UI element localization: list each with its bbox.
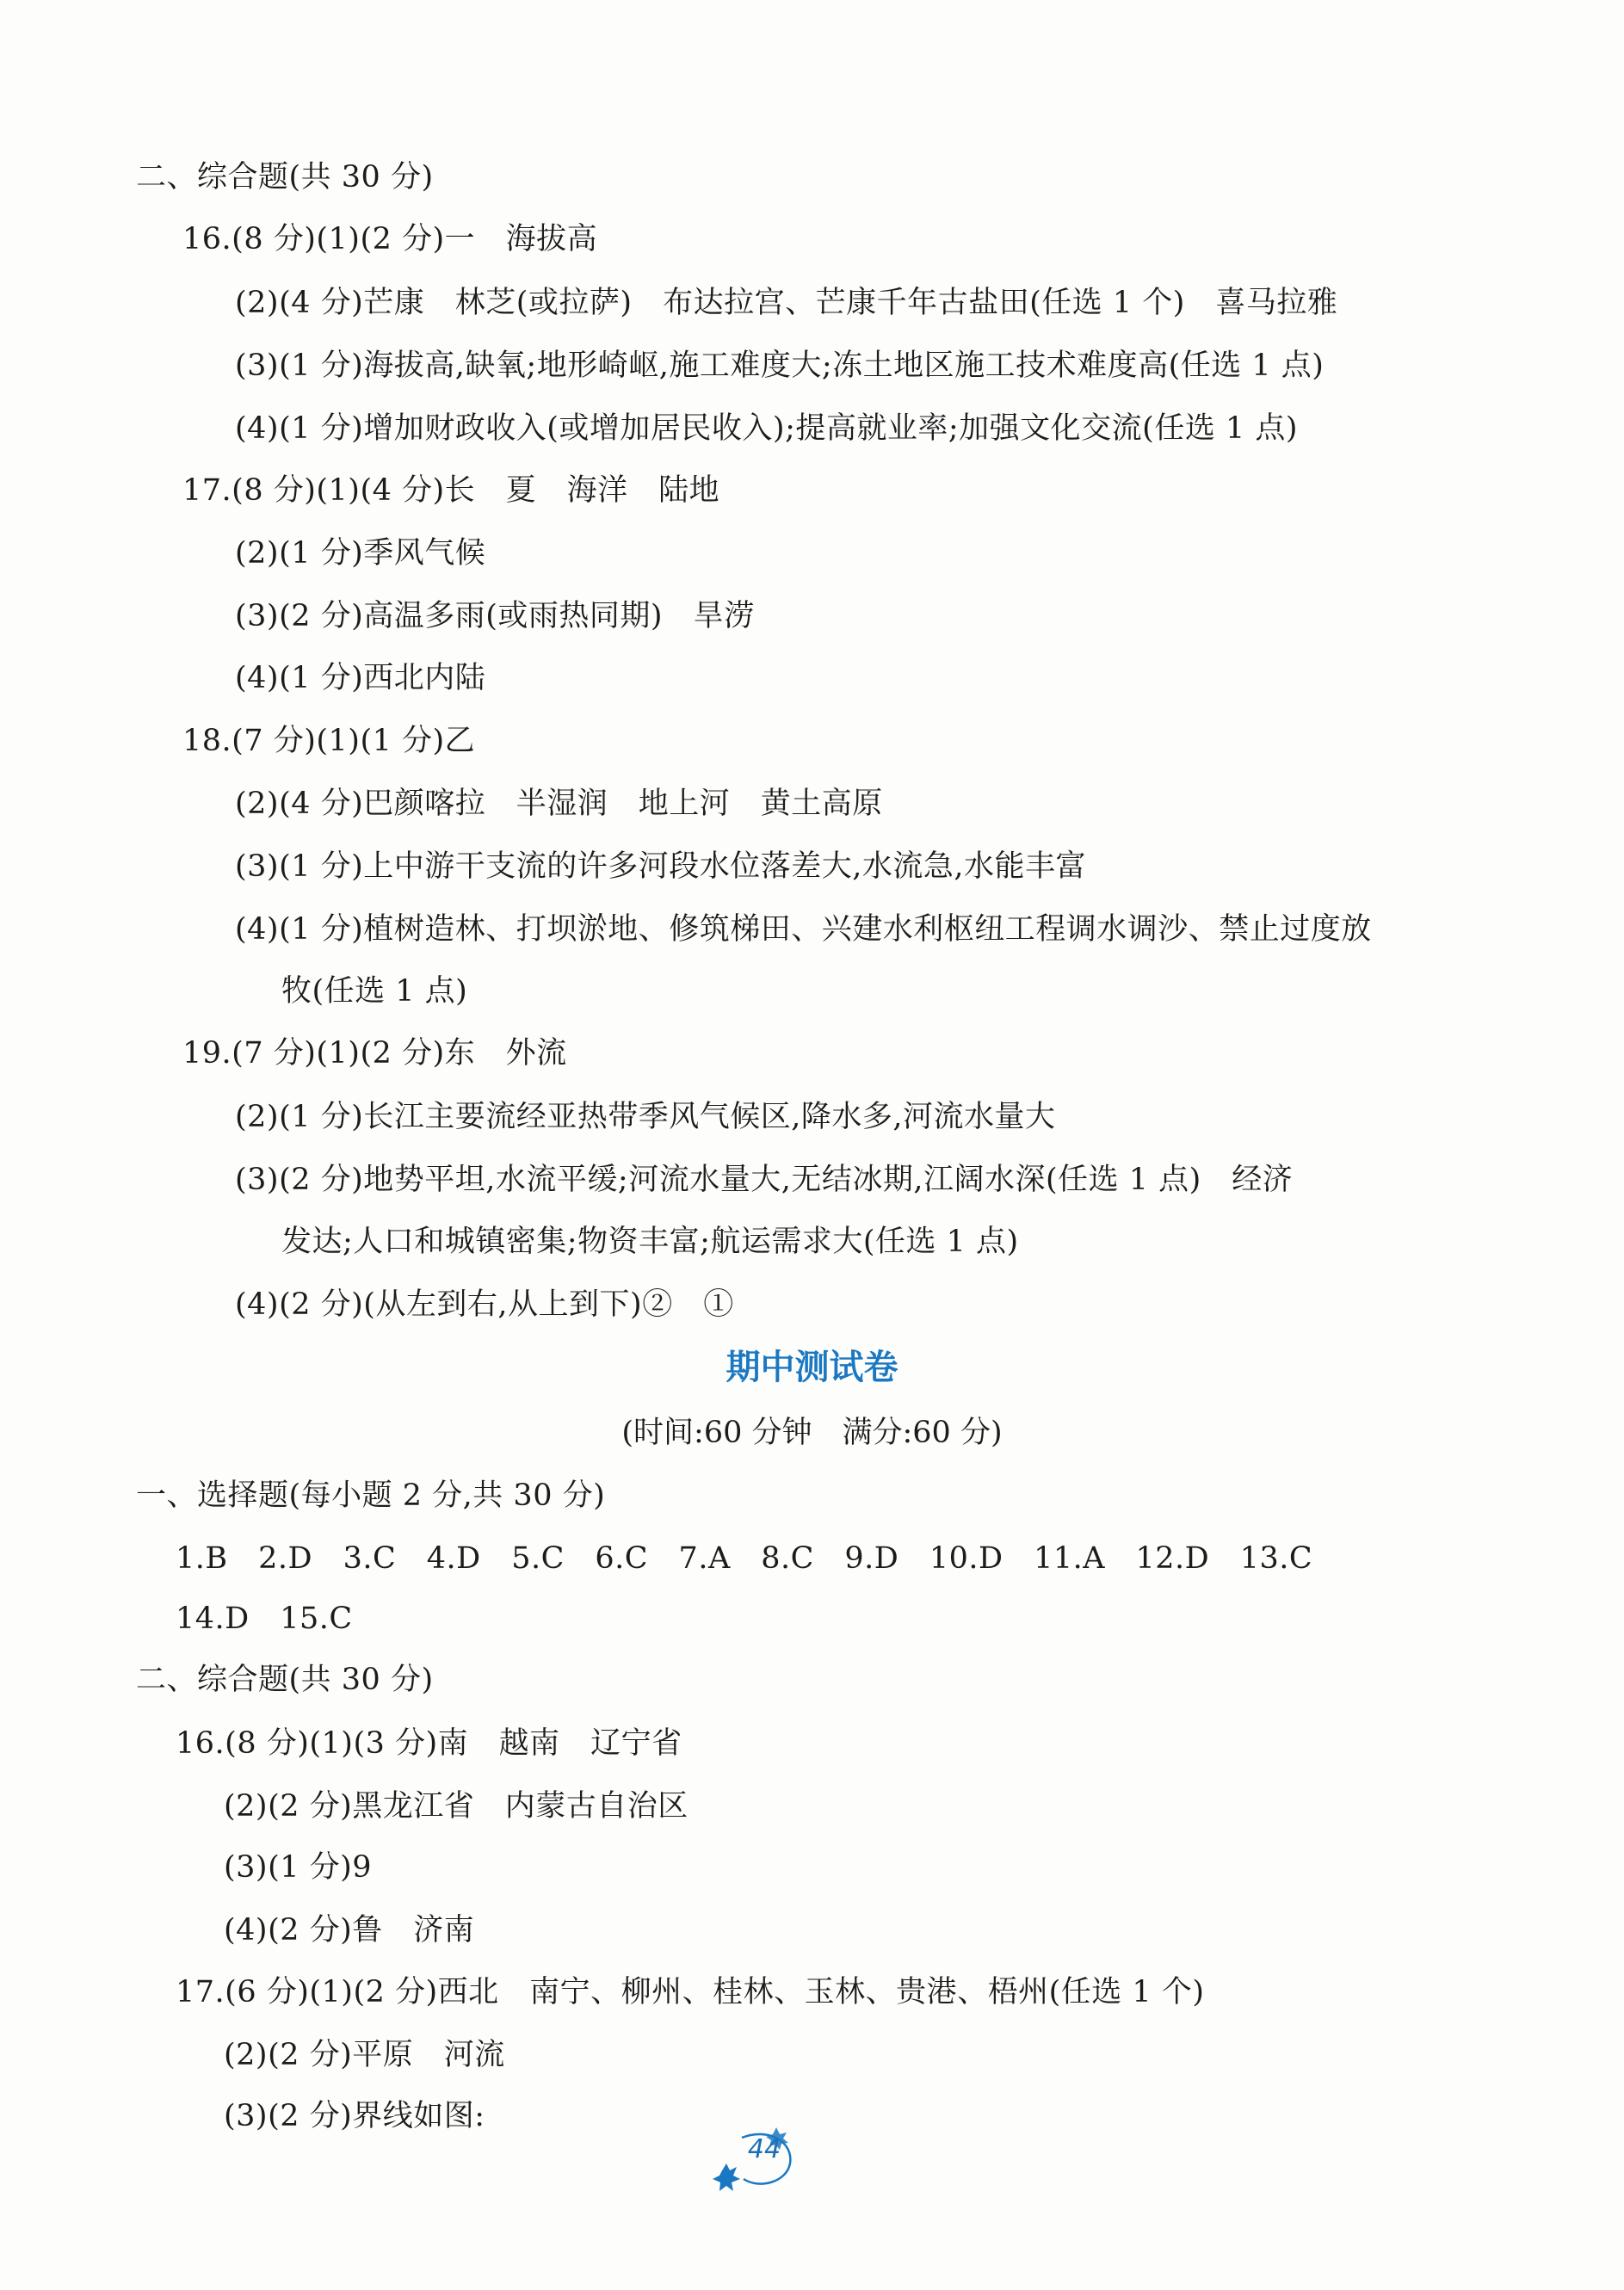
answer-line-continued: 发达;人口和城镇密集;物资丰富;航运需求大(任选 1 点) <box>281 1225 1019 1259</box>
page-number-badge <box>707 2126 802 2194</box>
answer-line: 17.(6 分)(1)(2 分)西北 南宁、柳州、桂林、玉林、贵港、梧州(任选 1 个) <box>176 1975 1205 2009</box>
answer-line: 16.(8 分)(1)(3 分)南 越南 辽宁省 <box>176 1726 682 1761</box>
answer-line: (2)(1 分)长江主要流经亚热带季风气候区,降水多,河流水量大 <box>235 1100 1056 1134</box>
answer-line: (3)(1 分)海拔高,缺氧;地形崎岖,施工难度大;冻土地区施工技术难度高(任选 1 点) <box>235 349 1325 383</box>
answer-line: (4)(1 分)西北内陆 <box>235 661 486 695</box>
answer-line: (4)(2 分)(从左到右,从上到下)② ① <box>235 1287 734 1322</box>
answer-line: 16.(8 分)(1)(2 分)一 海拔高 <box>182 222 598 256</box>
answer-line: (3)(2 分)地势平坦,水流平缓;河流水量大,无结冰期,江阔水深(任选 1 点) 经济 <box>235 1163 1294 1197</box>
answer-line: 19.(7 分)(1)(2 分)东 外流 <box>182 1036 567 1071</box>
answer-line: (2)(4 分)芒康 林芝(或拉萨) 布达拉宫、芒康千年古盐田(任选 1 个) 喜马拉雅 <box>235 286 1338 320</box>
answer-line: (2)(2 分)黑龙江省 内蒙古自治区 <box>224 1789 689 1824</box>
answer-line-continued: 牧(任选 1 点) <box>281 974 468 1009</box>
answer-line: (2)(2 分)平原 河流 <box>224 2038 505 2072</box>
answer-line: (4)(1 分)增加财政收入(或增加居民收入);提高就业率;加强文化交流(任选 1 点) <box>235 411 1299 446</box>
section-heading: 二、综合题(共 30 分) <box>136 160 434 194</box>
answer-line: 14.D 15.C <box>176 1602 353 1636</box>
answer-line: (2)(1 分)季风气候 <box>235 536 486 571</box>
exam-subtitle: (时间:60 分钟 满分:60 分) <box>621 1416 1003 1450</box>
answer-line: (4)(2 分)鲁 济南 <box>224 1913 475 1947</box>
answer-line: (3)(1 分)9 <box>224 1850 373 1885</box>
page-number: 44 <box>747 2134 781 2164</box>
answer-line: (3)(1 分)上中游干支流的许多河段水位落差大,水流急,水能丰富 <box>235 849 1087 884</box>
answer-line: (3)(2 分)高温多雨(或雨热同期) 旱涝 <box>235 599 755 633</box>
answer-line: 1.B 2.D 3.C 4.D 5.C 6.C 7.A 8.C 9.D 10.D 11.A 12.D 13.C <box>176 1541 1313 1576</box>
answer-line: 18.(7 分)(1)(1 分)乙 <box>182 724 476 758</box>
answer-line: (4)(1 分)植树造林、打坝淤地、修筑梯田、兴建水利枢纽工程调水调沙、禁止过度放 <box>235 912 1372 947</box>
answer-line: (3)(2 分)界线如图: <box>224 2099 485 2133</box>
answer-line: 17.(8 分)(1)(4 分)长 夏 海洋 陆地 <box>182 473 720 508</box>
exam-title: 期中测试卷 <box>726 1348 898 1387</box>
answer-line: (2)(4 分)巴颜喀拉 半湿润 地上河 黄土高原 <box>235 787 883 821</box>
section-heading: 二、综合题(共 30 分) <box>136 1663 434 1697</box>
section-heading: 一、选择题(每小题 2 分,共 30 分) <box>136 1478 606 1513</box>
